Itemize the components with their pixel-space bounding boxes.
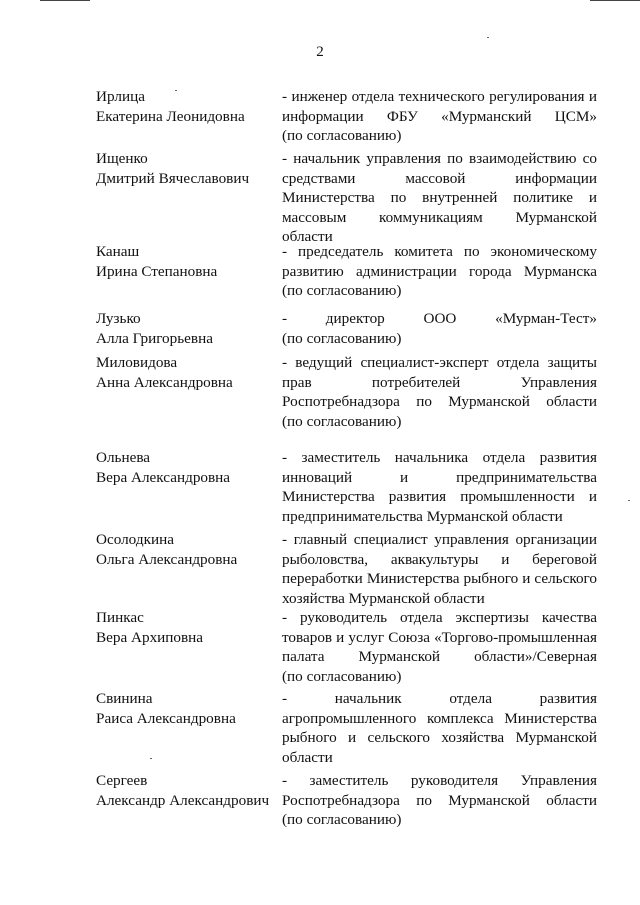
member-given-names: Анна Александровна — [96, 373, 233, 391]
member-given-names: Александр Александрович — [96, 791, 270, 809]
member-given-names: Вера Архиповна — [96, 628, 204, 646]
position-line: - инженер отдела технического регулирования и — [282, 88, 597, 105]
member-surname: Осолодкина — [96, 531, 174, 548]
member-position — [282, 689, 597, 767]
position-line: хозяйства Мурманской области — [282, 589, 485, 607]
top-edge-line — [590, 0, 640, 1]
member-surname: Свинина — [96, 690, 153, 707]
position-line: - директор ООО «Мурман-Тест» — [282, 310, 597, 327]
member-position — [282, 87, 597, 146]
scan-speck — [628, 500, 630, 501]
member-surname: Миловидова — [96, 354, 178, 371]
position-line: развитию администрации города Мурманска — [282, 262, 597, 280]
position-line: прав потребителей Управления — [282, 373, 597, 391]
member-surname: Сергеев — [96, 772, 148, 789]
member-given-names: Екатерина Леонидовна — [96, 107, 245, 125]
member-surname: Канаш — [96, 243, 140, 260]
member-name — [96, 87, 286, 126]
member-name — [96, 689, 286, 728]
position-line: Роспотребнадзора по Мурманской области — [282, 393, 597, 410]
position-line: - заместитель начальника отдела развития — [282, 449, 597, 466]
position-line: Роспотребнадзора по Мурманской области — [282, 791, 597, 809]
position-line: переработки Министерства рыбного и сельского — [282, 570, 597, 587]
position-line: (по согласованию) — [282, 127, 402, 144]
member-given-names: Алла Григорьевна — [96, 329, 213, 347]
member-name — [96, 242, 286, 281]
member-position — [282, 448, 597, 526]
member-given-names: Раиса Александровна — [96, 709, 236, 727]
position-line: - ведущий специалист-эксперт отдела защиты — [282, 354, 597, 371]
position-line: средствами массовой информации — [282, 169, 597, 187]
scan-speck — [175, 90, 177, 91]
position-line: (по согласованию) — [282, 811, 402, 828]
member-name — [96, 771, 286, 810]
position-line: - начальник управления по взаимодействию со — [282, 150, 597, 167]
position-line: предпринимательства Мурманской области — [282, 507, 563, 525]
position-line: (по согласованию) — [282, 282, 402, 299]
position-line: товаров и услуг Союза «Торгово-промышленная — [282, 628, 597, 646]
member-position — [282, 353, 597, 431]
member-name — [96, 530, 286, 569]
position-line: - председатель комитета по экономическому — [282, 243, 597, 260]
position-line: рыбного и сельского хозяйства Мурманской — [282, 729, 597, 746]
page-number: 2 — [316, 44, 324, 60]
member-surname: Ирлица — [96, 88, 145, 105]
top-edge-line — [40, 0, 90, 1]
position-line: - главный специалист управления организации — [282, 531, 597, 548]
member-position — [282, 608, 597, 686]
member-position — [282, 242, 597, 301]
position-line: (по согласованию) — [282, 667, 402, 685]
member-given-names: Вера Александровна — [96, 468, 231, 486]
position-line: - начальник отдела развития — [282, 690, 597, 707]
member-position — [282, 149, 597, 247]
position-line: палата Мурманской области»/Северная — [282, 648, 597, 665]
position-line: рыболовства, аквакультуры и береговой — [282, 550, 597, 568]
position-line: области — [282, 748, 333, 766]
member-position — [282, 771, 597, 830]
member-given-names: Дмитрий Вячеславович — [96, 169, 250, 187]
scan-speck — [150, 758, 152, 759]
position-line: - заместитель руководителя Управления — [282, 772, 597, 789]
position-line: Министерства по внутренней политике и — [282, 189, 597, 206]
member-name — [96, 353, 286, 392]
position-line: (по согласованию) — [282, 412, 402, 430]
member-surname: Пинкас — [96, 609, 144, 626]
position-line: инноваций и предпринимательства — [282, 468, 597, 486]
member-given-names: Ольга Александровна — [96, 550, 238, 568]
position-line: агропромышленного комплекса Министерства — [282, 709, 597, 727]
member-surname: Ольнева — [96, 449, 151, 466]
member-surname: Лузько — [96, 310, 141, 327]
position-line: информации ФБУ «Мурманский ЦСМ» — [282, 107, 597, 125]
position-line: массовым коммуникациям Мурманской — [282, 208, 597, 226]
member-name — [96, 608, 286, 647]
member-surname: Ищенко — [96, 150, 148, 167]
member-given-names: Ирина Степановна — [96, 262, 218, 280]
position-line: - руководитель отдела экспертизы качества — [282, 609, 597, 626]
member-position — [282, 309, 597, 348]
member-position — [282, 530, 597, 608]
position-line: Министерства развития промышленности и — [282, 488, 597, 505]
position-line: (по согласованию) — [282, 329, 402, 347]
position-line: области — [282, 228, 333, 245]
member-name — [96, 309, 286, 348]
member-name — [96, 149, 286, 188]
member-name — [96, 448, 286, 487]
scan-speck — [487, 37, 489, 38]
